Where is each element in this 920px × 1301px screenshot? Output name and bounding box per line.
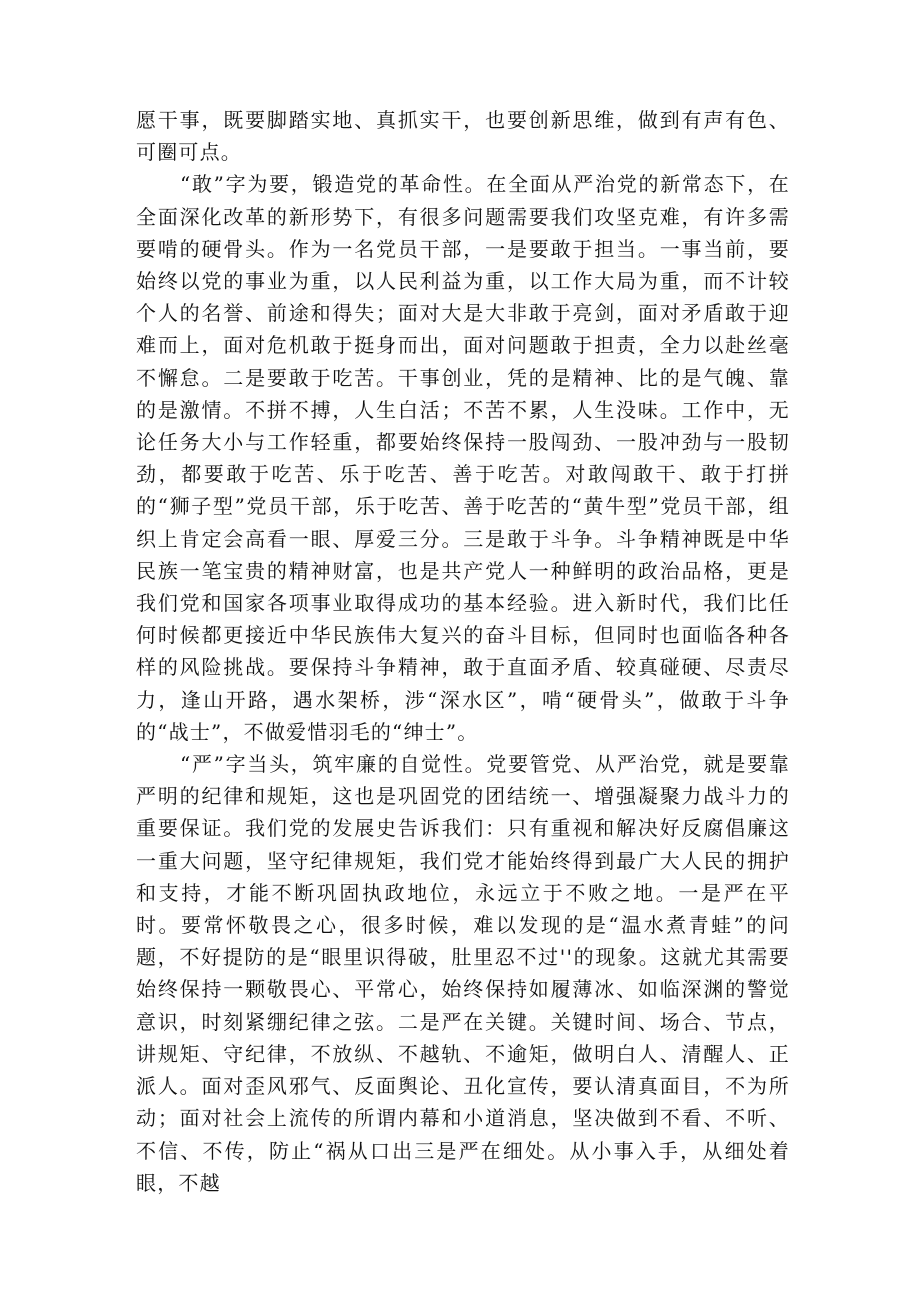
paragraph-yan: “严”字当头，筑牢廉的自觉性。党要管党、从严治党，就是要靠严明的纪律和规矩，这也是巩固党的团结统一、增强凝聚力战斗力的重要保证。我们党的发展史告诉我们：只有重视和解决好反腐倡廉这一重大问题，坚守纪律规矩，我们党才能始终得到最广大人民的拥护和支持，才能不断巩固执政地位，永远立于不败之地。一是严在平时。要常怀敬畏之心，很多时候，难以发现的是“温水煮青蛙”的问题，不好提防的是“眼里识得破，肚里忍不过''的现象。这就尤其需要始终保持一颗敬畏心、平常心，始终保持如履薄冰、如临深渊的警觉意识，时刻紧绷纪律之弦。二是严在关键。关键时间、场合、节点，讲规矩、守纪律，不放纵、不越轨、不逾矩，做明白人、清醒人、正派人。面对歪风邪气、反面舆论、丑化宣传，要认清真面目，不为所动；面对社会上流传的所谓内幕和小道消息，坚决做到不看、不听、不信、不传，防止“祸从口出三是严在细处。从小事入手，从细处着眼，不越 (136, 752, 790, 1195)
paragraph-gan: “敢”字为要，锻造党的革命性。在全面从严治党的新常态下，在全面深化改革的新形势下，有很多问题需要我们攻坚克难，有许多需要啃的硬骨头。作为一名党员干部，一是要敢于担当。一事当前，要始终以党的事业为重，以人民利益为重，以工作大局为重，而不计较个人的名誉、前途和得失；面对大是大非敢于亮剑，面对矛盾敢于迎难而上，面对危机敢于挺身而出，面对问题敢于担责，全力以赴丝毫不懈怠。二是要敢于吃苦。干事创业，凭的是精神、比的是气魄、靠的是激情。不拼不搏，人生白活；不苦不累，人生没味。工作中，无论任务大小与工作轻重，都要始终保持一股闯劲、一股冲劲与一股韧劲，都要敢于吃苦、乐于吃苦、善于吃苦。对敢闯敢干、敢于打拼的“狮子型”党员干部，乐于吃苦、善于吃苦的“黄牛型”党员干部，组织上肯定会高看一眼、厚爱三分。三是敢于斗争。斗争精神既是中华民族一笔宝贵的精神财富，也是共产党人一种鲜明的政治品格，更是我们党和国家各项事业取得成功的基本经验。进入新时代，我们比任何时候都更接近中华民族伟大复兴的奋斗目标，但同时也面临各种各样的风险挑战。要保持斗争精神，敢于直面矛盾、较真碰硬、尽责尽力，逢山开路，遇水架桥，涉“深水区”，啃“硬骨头”，做敢于斗争的“战士”，不做爱惜羽毛的“绅士”。 (136, 172, 790, 744)
document-page (136, 104, 790, 1199)
paragraph-continuation: 愿干事，既要脚踏实地、真抓实干，也要创新思维，做到有声有色、可圈可点。 (136, 108, 790, 165)
